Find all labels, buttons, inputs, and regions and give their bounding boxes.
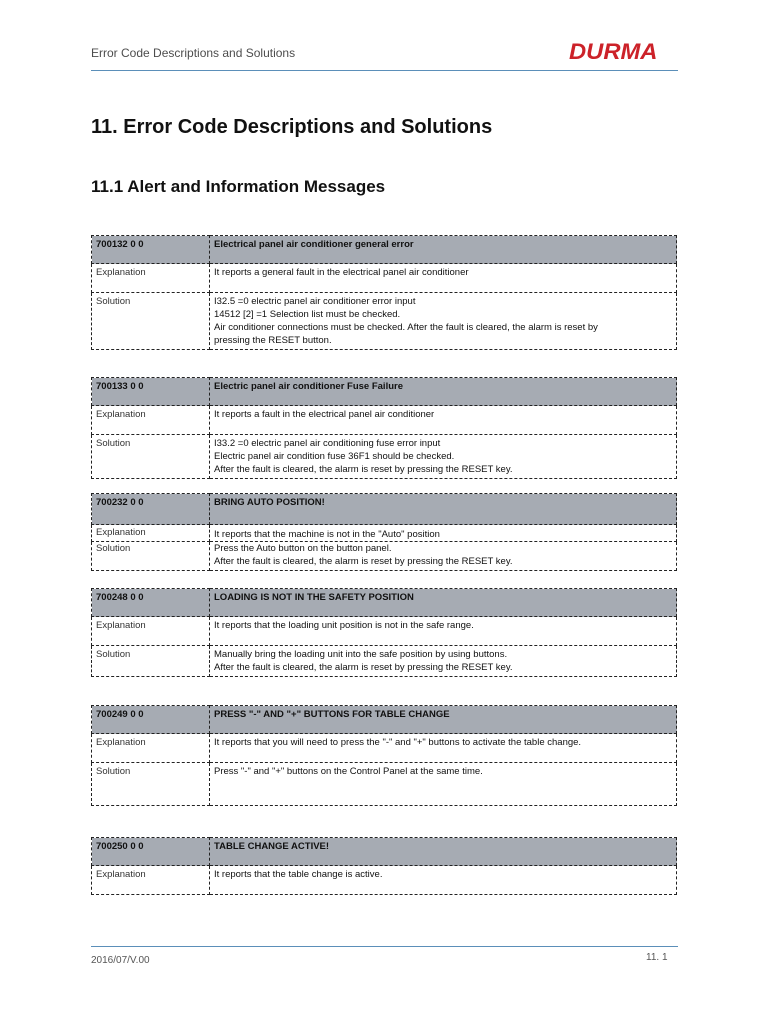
solution-label: Solution [92, 763, 210, 806]
error-title: Electrical panel air conditioner general error [210, 236, 677, 264]
error-table-700249 [91, 705, 677, 806]
solution-line: Electric panel air condition fuse 36F1 should be checked. [214, 451, 455, 462]
solution-line: Air conditioner connections must be checked. After the fault is cleared, the alarm is reset by [214, 322, 598, 333]
error-code: 700250 0 0 [92, 838, 210, 866]
solution-line: 14512 [2] =1 Selection list must be checked. [214, 309, 401, 320]
explanation-text: It reports that you will need to press the "-" and "+" buttons to activate the table change. [210, 734, 677, 763]
error-title: PRESS "-" AND "+" BUTTONS FOR TABLE CHANGE [210, 706, 677, 734]
explanation-label: Explanation [92, 264, 210, 293]
solution-label: Solution [92, 542, 210, 571]
solution-line: After the fault is cleared, the alarm is reset by pressing the RESET key. [214, 556, 513, 567]
footer-divider [91, 946, 678, 947]
error-table-700232 [91, 493, 677, 571]
solution-line: I32.5 =0 electric panel air conditioner error input [214, 296, 416, 307]
explanation-text: It reports a fault in the electrical panel air conditioner [210, 406, 677, 435]
header-title: Error Code Descriptions and Solutions [91, 46, 296, 60]
solution-text [210, 435, 677, 479]
error-table-700133 [91, 377, 677, 479]
solution-text [210, 542, 677, 571]
error-table-700250 [91, 837, 677, 895]
page-number: 11. 1 [646, 952, 668, 963]
section-title: 11. Error Code Descriptions and Solutions [91, 116, 493, 138]
error-title: LOADING IS NOT IN THE SAFETY POSITION [210, 589, 677, 617]
solution-label: Solution [92, 293, 210, 350]
solution-label: Solution [92, 646, 210, 677]
solution-text [210, 763, 677, 806]
error-code: 700249 0 0 [92, 706, 210, 734]
solution-line: I33.2 =0 electric panel air conditioning fuse error input [214, 438, 441, 449]
solution-label: Solution [92, 435, 210, 479]
solution-line: Press "-" and "+" buttons on the Control Panel at the same time. [214, 766, 483, 777]
explanation-label: Explanation [92, 866, 210, 895]
solution-line: After the fault is cleared, the alarm is reset by pressing the RESET key. [214, 464, 513, 475]
error-title: TABLE CHANGE ACTIVE! [210, 838, 677, 866]
explanation-label: Explanation [92, 617, 210, 646]
error-code: 700132 0 0 [92, 236, 210, 264]
explanation-text: It reports that the machine is not in the "Auto" position [210, 525, 677, 542]
solution-text [210, 293, 677, 350]
explanation-text: It reports a general fault in the electrical panel air conditioner [210, 264, 677, 293]
explanation-text: It reports that the table change is active. [210, 866, 677, 895]
error-code: 700232 0 0 [92, 494, 210, 525]
explanation-text: It reports that the loading unit position is not in the safe range. [210, 617, 677, 646]
error-code: 700248 0 0 [92, 589, 210, 617]
subsection-title: 11.1 Alert and Information Messages [91, 177, 386, 196]
error-title: Electric panel air conditioner Fuse Failure [210, 378, 677, 406]
durma-logo: DURMA [569, 39, 658, 64]
solution-line: After the fault is cleared, the alarm is reset by pressing the RESET key. [214, 662, 513, 673]
solution-line: Manually bring the loading unit into the safe position by using buttons. [214, 649, 508, 660]
explanation-label: Explanation [92, 406, 210, 435]
error-table-700132 [91, 235, 677, 350]
error-code: 700133 0 0 [92, 378, 210, 406]
explanation-label: Explanation [92, 525, 210, 542]
error-table-700248 [91, 588, 677, 677]
footer-date: 2016/07/V.00 [91, 955, 150, 966]
solution-line: Press the Auto button on the button panel. [214, 543, 392, 554]
solution-text [210, 646, 677, 677]
solution-line: pressing the RESET button. [214, 335, 332, 346]
error-title: BRING AUTO POSITION! [210, 494, 677, 525]
explanation-label: Explanation [92, 734, 210, 763]
header-divider [91, 70, 678, 71]
